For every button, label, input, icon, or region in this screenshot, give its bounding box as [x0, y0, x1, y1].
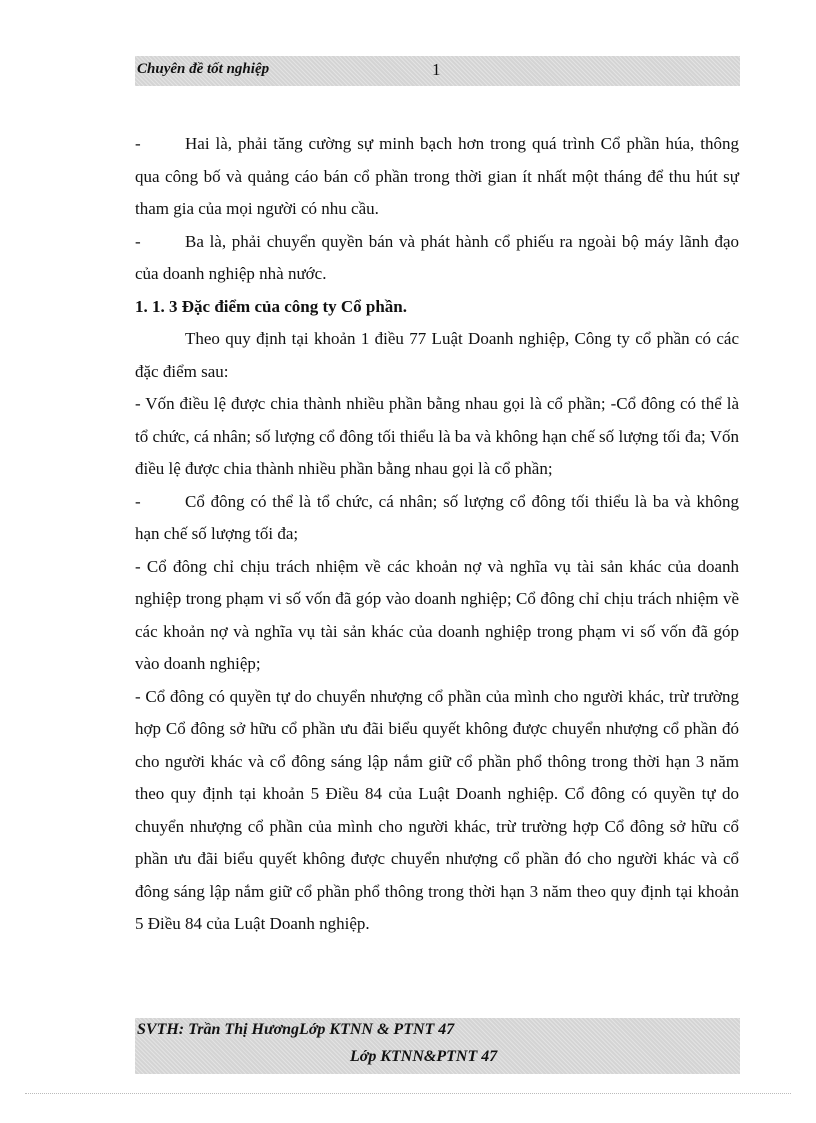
paragraph-trach-nhiem: - Cổ đông chỉ chịu trách nhiệm về các khoản nợ và nghĩa vụ tài sản khác của doanh nghiệp trong phạm vi số vốn đã góp vào doanh nghiệp; Cổ đông chỉ chịu trách nhiệm về các khoản nợ và nghĩa vụ tài sản khác của doanh nghiệp trong phạm vi số vốn đã góp vào doanh nghiệp;	[135, 556, 739, 673]
page-header	[135, 56, 740, 86]
footer-author: SVTH: Trần Thị HươngLớp KTNN & PTNT 47	[137, 1021, 455, 1038]
paragraph-co-dong-to-chuc: - Cổ đông có thể là tổ chức, cá nhân; số lượng cổ đông tối thiểu là ba và không hạn chế số lượng tối đa;	[135, 486, 739, 551]
paragraph-intro: Theo quy định tại khoản 1 điều 77 Luật Doanh nghiệp, Công ty cổ phần có các đặc điểm sau:	[135, 329, 739, 381]
paragraph-ba-la: - Ba là, phải chuyển quyền bán và phát hành cổ phiếu ra ngoài bộ máy lãnh đạo của doanh nghiệp nhà nước.	[135, 226, 739, 291]
bullet-dash: -	[135, 491, 141, 511]
bullet-dash: -	[135, 231, 141, 251]
bullet-dash: -	[135, 134, 141, 153]
header-title: Chuyên đề tốt nghiệp	[137, 61, 270, 77]
paragraph-chuyen-nhuong: - Cổ đông có quyền tự do chuyển nhượng cổ phần của mình cho người khác, trừ trường hợp Cổ đông sở hữu cổ phần ưu đãi biểu quyết không được chuyển nhượng cổ phần đó cho người khác và cổ đông sáng lập nắm giữ cổ phần phổ thông trong thời hạn 3 năm theo quy định tại khoản 5 Điều 84 của Luật Doanh nghiệp. Cổ đông có quyền tự do chuyển nhượng cổ phần của mình cho người khác, trừ trường hợp Cổ đông sở hữu cổ phần ưu đãi biểu quyết không được chuyển nhượng cổ phần đó cho người khác và cổ đông sáng lập nắm giữ cổ phần phổ thông trong thời hạn 3 năm theo quy định tại khoản 5 Điều 84 của Luật Doanh nghiệp.	[135, 686, 739, 933]
document-body	[135, 128, 739, 941]
page-footer	[135, 1018, 740, 1074]
page-number: 1	[432, 60, 441, 79]
footer-class: Lớp KTNN&PTNT 47	[350, 1048, 498, 1065]
paragraph-hai-la: - Hai là, phải tăng cường sự minh bạch hơn trong quá trình Cổ phần húa, thông qua công bố và quảng cáo bán cổ phần trong thời gian ít nhất một tháng để thu hút sự tham gia của mọi người có nhu cầu.	[135, 128, 739, 226]
paragraph-von-dieu-le: - Vốn điều lệ được chia thành nhiều phần bằng nhau gọi là cổ phần; -Cổ đông có thể là tổ chức, cá nhân; số lượng cổ đông tối thiểu là ba và không hạn chế số lượng tối đa; Vốn điều lệ được chia thành nhiều phần bằng nhau gọi là cổ phần;	[135, 394, 739, 478]
page-bottom-divider	[25, 1093, 791, 1094]
section-heading: 1. 1. 3 Đặc điểm của công ty Cổ phần.	[135, 296, 408, 316]
